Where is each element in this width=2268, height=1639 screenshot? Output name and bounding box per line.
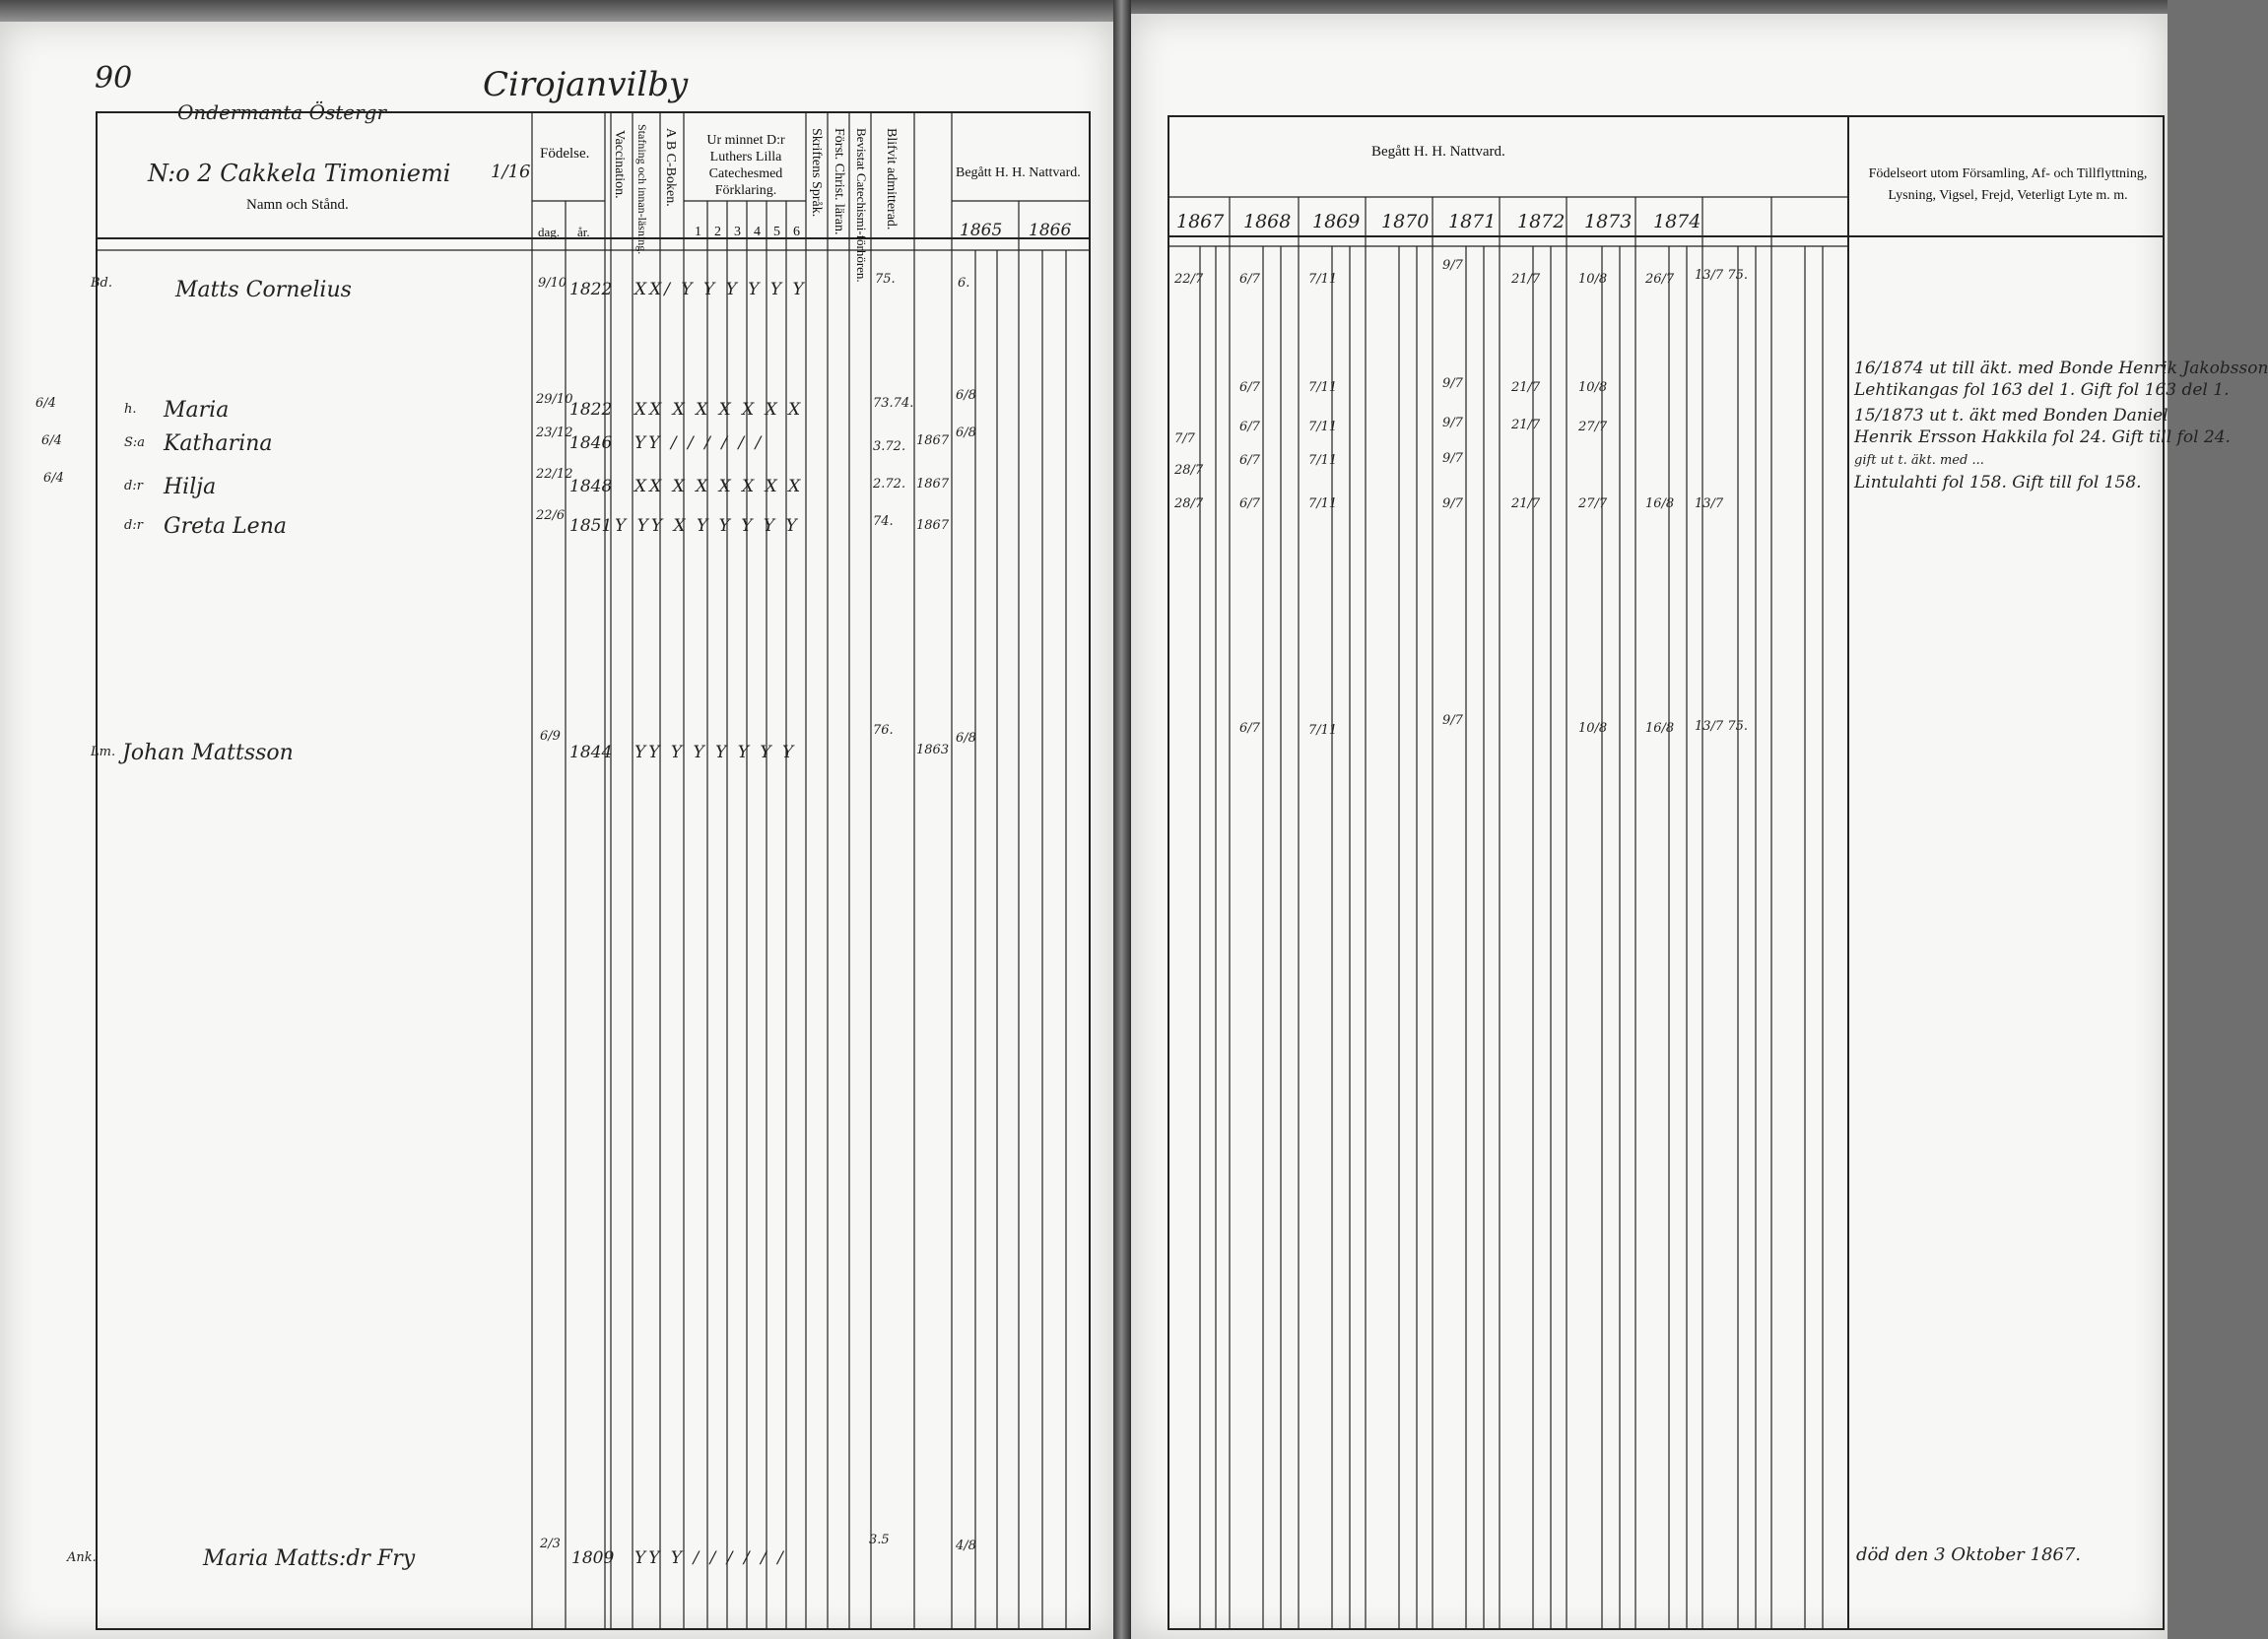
page-number: 90: [95, 61, 133, 96]
row-name: Matts Cornelius: [175, 278, 352, 302]
row-marks: YY Y / / / / / /: [634, 1548, 786, 1568]
row-1871: 9/7: [1442, 258, 1463, 273]
row-marks: YY Y Y Y Y Y Y: [634, 743, 797, 762]
header-bevistat: Bevistat Catechismi-förhören.: [854, 128, 869, 283]
row-day: 6/9: [540, 729, 561, 744]
row-name: Johan Mattsson: [122, 741, 294, 765]
row-prefix: d:r: [124, 479, 143, 493]
row-name: Katharina: [164, 431, 273, 456]
year-1870: 1870: [1381, 211, 1430, 232]
row-bevistat: 75.: [875, 272, 896, 287]
left-page: [0, 22, 1113, 1639]
row-1874: 26/7: [1645, 272, 1675, 287]
remark-line: 15/1873 ut t. äkt med Bonden Daniel: [1854, 406, 2168, 426]
row-1872: 21/7: [1511, 272, 1541, 287]
row-1871: 9/7: [1442, 496, 1463, 511]
row-1873: 10/8: [1578, 272, 1608, 287]
luther-col-4: 4: [754, 225, 761, 239]
year-1872: 1872: [1517, 211, 1566, 232]
row-marks: Y YY X Y Y Y Y Y: [615, 516, 800, 536]
row-1869: 7/11: [1308, 453, 1338, 468]
row-year: 1822: [569, 280, 613, 299]
header-communion-left: Begått H. H. Nattvard.: [956, 165, 1081, 180]
row-1865: 6/8: [956, 388, 976, 403]
row-1869: 7/11: [1308, 723, 1338, 738]
row-name: Maria Matts:dr Fry: [203, 1546, 416, 1571]
row-extra: 13/7: [1695, 496, 1724, 511]
row-1867: 28/7: [1174, 463, 1204, 478]
row-1868: 6/7: [1239, 721, 1260, 736]
header-vaccination: Vaccination.: [612, 130, 627, 199]
header-luther: Ur minnet D:r Luthers Lilla Catechesmed Förklaring.: [706, 133, 785, 198]
row-1873: 10/8: [1578, 380, 1608, 395]
row-prefix: d:r: [124, 518, 143, 533]
row-bevistat: 74.: [873, 514, 894, 529]
row-marks: XX X X X X X X: [634, 477, 804, 496]
row-year: 1851: [569, 516, 613, 536]
row-1865: 6/8: [956, 426, 976, 440]
row-1865: 4/8: [956, 1539, 976, 1553]
row-bevistat: 2.72.: [873, 477, 906, 492]
luther-col-3: 3: [734, 225, 741, 239]
row-bevistat: 76.: [873, 723, 894, 738]
header-reading: Stafning och innan-läsning.: [635, 124, 649, 255]
header-skriftens: Skriftens Språk.: [809, 128, 824, 218]
row-marks: YY / / / / / /: [634, 433, 765, 453]
year-1869: 1869: [1312, 211, 1361, 232]
row-1871: 9/7: [1442, 451, 1463, 466]
row-day: 23/12: [536, 426, 573, 440]
row-1873: 10/8: [1578, 721, 1608, 736]
header-forst-christ: Först. Christ. läran.: [832, 128, 846, 235]
row-prefix: Lm.: [91, 745, 116, 759]
household-line: N:o 2 Cakkela Timoniemi: [148, 160, 451, 187]
row-1871: 9/7: [1442, 376, 1463, 391]
row-1873: 27/7: [1578, 496, 1608, 511]
header-birth: Födelse.: [540, 146, 590, 162]
remark-line: 16/1874 ut till äkt. med Bonde Henrik Jakobsson: [1854, 359, 2268, 378]
row-admitted: 1867: [916, 477, 950, 492]
row-1867: 22/7: [1174, 272, 1204, 287]
row-1865: 6/8: [956, 731, 976, 746]
row-1869: 7/11: [1308, 272, 1338, 287]
year-1874: 1874: [1653, 211, 1701, 232]
row-prefix: Bd.: [91, 276, 113, 291]
row-marks: XX X X X X X X: [634, 400, 804, 420]
row-year: 1844: [569, 743, 613, 762]
row-bevistat: 3.72.: [873, 439, 906, 454]
header-day: dag.: [538, 225, 561, 239]
row-bevistat: 73.74.: [873, 396, 914, 411]
row-year: 1822: [569, 400, 613, 420]
year-1867: 1867: [1176, 211, 1225, 232]
row-bevistat: 3.5: [869, 1533, 890, 1547]
row-day: 9/10: [538, 276, 567, 291]
row-1868: 6/7: [1239, 496, 1260, 511]
year-1865: 1865: [960, 221, 1003, 240]
header-communion-right: Begått H. H. Nattvard.: [1371, 144, 1505, 160]
row-marks: XX/ Y Y Y Y Y Y: [634, 280, 807, 299]
margin-note: 6/4: [35, 396, 56, 411]
row-1869: 7/11: [1308, 380, 1338, 395]
row-day: 22/6: [536, 508, 566, 523]
remark-line: gift ut t. äkt. med ...: [1854, 453, 1984, 468]
row-1867: 7/7: [1174, 431, 1195, 446]
book-spine: [1113, 0, 1131, 1639]
right-ruling: [1131, 14, 2168, 1639]
row-1865: 6.: [958, 276, 970, 291]
row-1872: 21/7: [1511, 418, 1541, 432]
header-remarks: Födelseort utom Församling, Af- och Tillflyttning, Lysning, Vigsel, Frejd, Veterligt Lyte m. m.: [1868, 166, 2148, 203]
row-name: Hilja: [164, 475, 217, 499]
row-1874: 16/8: [1645, 721, 1675, 736]
row-extra: 13/7 75.: [1695, 719, 1748, 734]
left-ruling: [0, 22, 1113, 1639]
row-day: 2/3: [540, 1537, 561, 1551]
header-name: Namn och Stånd.: [246, 197, 349, 213]
right-page: [1131, 14, 2268, 1639]
row-1872: 21/7: [1511, 496, 1541, 511]
death-note: död den 3 Oktober 1867.: [1856, 1544, 2082, 1565]
row-year: 1848: [569, 477, 613, 496]
luther-col-1: 1: [695, 225, 701, 239]
row-name: Greta Lena: [164, 514, 287, 539]
year-1873: 1873: [1584, 211, 1633, 232]
village-title: Cirojanvilby: [483, 65, 689, 104]
row-1871: 9/7: [1442, 416, 1463, 430]
luther-col-2: 2: [714, 225, 721, 239]
year-1866: 1866: [1029, 221, 1072, 240]
luther-col-5: 5: [773, 225, 780, 239]
row-1868: 6/7: [1239, 380, 1260, 395]
row-admitted: 1867: [916, 518, 950, 533]
row-1871: 9/7: [1442, 713, 1463, 728]
header-admitterad: Blifvit admitterad.: [884, 128, 899, 230]
row-prefix: Ank.: [67, 1550, 97, 1565]
row-year: 1846: [569, 433, 613, 453]
row-1868: 6/7: [1239, 272, 1260, 287]
year-1868: 1868: [1243, 211, 1292, 232]
row-1867: 28/7: [1174, 496, 1204, 511]
row-prefix: S:a: [124, 435, 146, 450]
row-extra: 13/7 75.: [1695, 268, 1748, 283]
row-1873: 27/7: [1578, 420, 1608, 434]
header-abc: A B C-Boken.: [663, 128, 678, 207]
row-admitted: 1867: [916, 433, 950, 448]
row-year: 1809: [571, 1548, 615, 1568]
household-fraction: 1/16: [491, 162, 531, 182]
row-1868: 6/7: [1239, 420, 1260, 434]
row-admitted: 1863: [916, 743, 950, 757]
margin-note: 6/4: [43, 471, 64, 486]
luther-col-6: 6: [793, 225, 800, 239]
row-1874: 16/8: [1645, 496, 1675, 511]
header-year: år.: [577, 225, 590, 239]
row-name: Maria: [164, 398, 230, 423]
row-1868: 6/7: [1239, 453, 1260, 468]
row-day: 22/12: [536, 467, 573, 482]
remark-line: Lintulahti fol 158. Gift till fol 158.: [1854, 473, 2142, 492]
remark-line: Lehtikangas fol 163 del 1. Gift fol 163 del 1.: [1854, 380, 2230, 400]
row-1872: 21/7: [1511, 380, 1541, 395]
village-note: Ondermanta Östergr: [177, 100, 387, 124]
row-1869: 7/11: [1308, 496, 1338, 511]
row-1869: 7/11: [1308, 420, 1338, 434]
margin-note: 6/4: [41, 433, 62, 448]
year-1871: 1871: [1448, 211, 1497, 232]
row-day: 29/10: [536, 392, 573, 407]
row-prefix: h.: [124, 402, 137, 417]
remark-line: Henrik Ersson Hakkila fol 24. Gift till fol 24.: [1854, 427, 2231, 447]
